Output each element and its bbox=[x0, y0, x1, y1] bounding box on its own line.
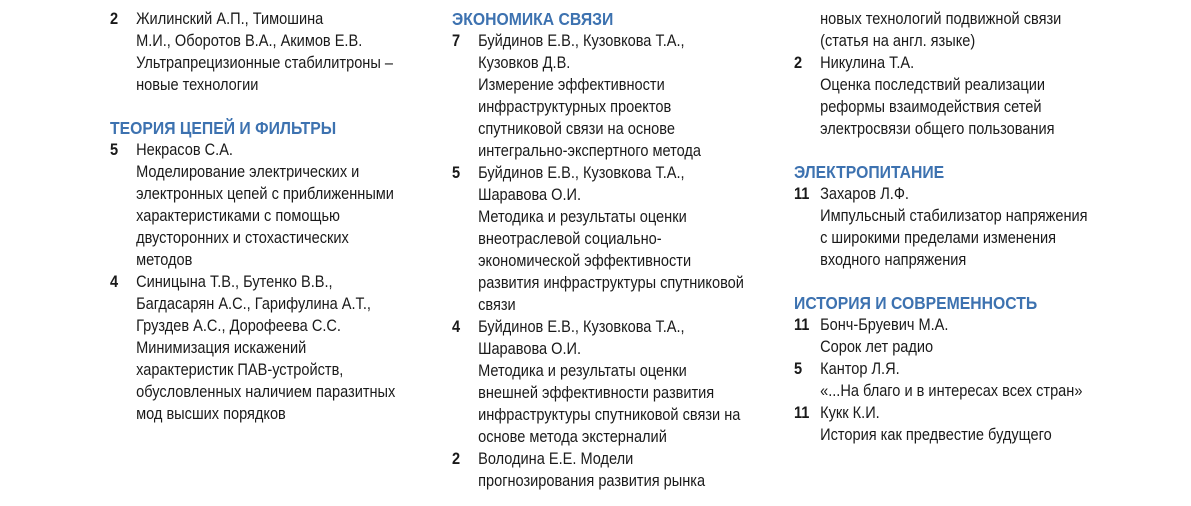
entry-authors: Жилинский А.П., Тимошина bbox=[136, 10, 324, 28]
entry-title: интегрально-экспертного метода bbox=[478, 142, 702, 160]
entry-body bbox=[136, 139, 395, 271]
entry-title: двусторонних и стохастических bbox=[136, 229, 349, 247]
entry-title: Сорок лет радио bbox=[820, 338, 934, 356]
entry-body bbox=[478, 30, 744, 162]
entry-title: характеристиками с помощью bbox=[136, 207, 340, 225]
entry-title: Импульсный стабилизатор напряжения bbox=[820, 207, 1088, 225]
entry-title: История как предвестие будущего bbox=[820, 426, 1052, 444]
issue-number: 2 bbox=[794, 54, 803, 72]
entry-authors: Груздев А.С., Дорофеева С.С. bbox=[136, 317, 341, 335]
entry-authors: Шаравова О.И. bbox=[478, 186, 582, 204]
entry-title: мод высших порядков bbox=[136, 405, 286, 423]
entry-authors: Шаравова О.И. bbox=[478, 340, 582, 358]
entry-title: спутниковой связи на основе bbox=[478, 120, 675, 138]
entry-title: «...На благо и в интересах всех стран» bbox=[820, 382, 1083, 400]
entry-title: электронных цепей с приближенными bbox=[136, 185, 394, 203]
toc-entry[interactable] bbox=[794, 402, 1088, 446]
issue-number: 4 bbox=[110, 273, 119, 291]
entry-title: инфраструктуры спутниковой связи на bbox=[478, 406, 741, 424]
toc-entry[interactable] bbox=[452, 162, 744, 316]
entry-title: Ультрапрецизионные стабилитроны – bbox=[136, 54, 393, 72]
entry-title: экономической эффективности bbox=[478, 252, 692, 270]
entry-authors: Кантор Л.Я. bbox=[820, 360, 900, 378]
entry-authors: Володина Е.Е. Модели bbox=[478, 450, 634, 468]
entry-authors: Кузовков Д.В. bbox=[478, 54, 571, 72]
entry-title: Измерение эффективности bbox=[478, 76, 665, 94]
toc-entry[interactable] bbox=[452, 30, 744, 162]
entry-body bbox=[820, 402, 1087, 446]
entry-authors: Багдасарян А.С., Гарифулина А.Т., bbox=[136, 295, 371, 313]
entry-body bbox=[478, 162, 744, 316]
entry-body bbox=[478, 448, 744, 492]
entry-title: методов bbox=[136, 251, 193, 269]
issue-number: 4 bbox=[452, 318, 461, 336]
entry-title: Моделирование электрических и bbox=[136, 163, 360, 181]
entry-authors: Некрасов С.А. bbox=[136, 141, 233, 159]
entry-title: Минимизация искажений bbox=[136, 339, 307, 357]
entry-body bbox=[820, 314, 1087, 358]
toc-entry[interactable] bbox=[794, 358, 1088, 402]
entry-title: внеотраслевой социально- bbox=[478, 230, 662, 248]
toc-column-1 bbox=[110, 8, 395, 425]
toc-column-2 bbox=[452, 8, 744, 492]
entry-title: внешней эффективности развития bbox=[478, 384, 715, 402]
issue-number: 2 bbox=[110, 10, 119, 28]
toc-column-3 bbox=[794, 8, 1088, 446]
section-heading: ЭКОНОМИКА СВЯЗИ bbox=[452, 9, 614, 29]
issue-number: 7 bbox=[452, 32, 461, 50]
entry-title: электросвязи общего пользования bbox=[820, 120, 1055, 138]
toc-entry[interactable] bbox=[794, 183, 1088, 271]
entry-title: инфраструктурных проектов bbox=[478, 98, 672, 116]
entry-authors: Бонч-Бруевич М.А. bbox=[820, 316, 949, 334]
entry-authors: Синицына Т.В., Бутенко В.В., bbox=[136, 273, 333, 291]
entry-authors: Захаров Л.Ф. bbox=[820, 185, 909, 203]
entry-title: развития инфраструктуры спутниковой bbox=[478, 274, 744, 292]
toc-entry[interactable] bbox=[110, 139, 395, 271]
entry-title: основе метода экстерналий bbox=[478, 428, 667, 446]
issue-number: 5 bbox=[794, 360, 803, 378]
entry-authors: Буйдинов Е.В., Кузовкова Т.А., bbox=[478, 318, 685, 336]
entry-title: Методика и результаты оценки bbox=[478, 208, 687, 226]
issue-number: 11 bbox=[794, 316, 810, 334]
entry-authors: Буйдинов Е.В., Кузовкова Т.А., bbox=[478, 164, 685, 182]
entry-body bbox=[820, 358, 1087, 402]
entry-title: связи bbox=[478, 296, 516, 314]
entry-authors: Никулина Т.А. bbox=[820, 54, 915, 72]
entry-title: обусловленных наличием паразитных bbox=[136, 383, 396, 401]
toc-entry[interactable] bbox=[452, 448, 744, 492]
toc-entry[interactable] bbox=[794, 52, 1088, 140]
entry-title: реформы взаимодействия сетей bbox=[820, 98, 1042, 116]
entry-body bbox=[820, 183, 1087, 271]
entry-body bbox=[136, 271, 395, 425]
toc-entry[interactable] bbox=[110, 271, 395, 425]
entry-title: входного напряжения bbox=[820, 251, 967, 269]
toc-entry[interactable] bbox=[794, 314, 1088, 358]
entry-title: с широкими пределами изменения bbox=[820, 229, 1057, 247]
section-heading: ЭЛЕКТРОПИТАНИЕ bbox=[794, 162, 945, 182]
section-heading: ИСТОРИЯ И СОВРЕМЕННОСТЬ bbox=[794, 293, 1038, 313]
entry-title: новых технологий подвижной связи bbox=[820, 10, 1062, 28]
entry-authors: М.И., Оборотов В.А., Акимов Е.В. bbox=[136, 32, 363, 50]
entry-body bbox=[820, 52, 1087, 140]
issue-number: 11 bbox=[794, 404, 810, 422]
issue-number: 5 bbox=[452, 164, 461, 182]
entry-title: (статья на англ. языке) bbox=[820, 32, 976, 50]
toc-entry[interactable] bbox=[452, 316, 744, 448]
entry-authors: Кукк К.И. bbox=[820, 404, 880, 422]
entry-title: Методика и результаты оценки bbox=[478, 362, 687, 380]
section-heading: ТЕОРИЯ ЦЕПЕЙ И ФИЛЬТРЫ bbox=[110, 118, 337, 138]
issue-number: 2 bbox=[452, 450, 461, 468]
entry-authors: Буйдинов Е.В., Кузовкова Т.А., bbox=[478, 32, 685, 50]
entry-title: характеристик ПАВ-устройств, bbox=[136, 361, 344, 379]
issue-number: 5 bbox=[110, 141, 119, 159]
entry-title: Оценка последствий реализации bbox=[820, 76, 1046, 94]
entry-continuation bbox=[794, 8, 1088, 52]
entry-body bbox=[136, 8, 395, 96]
entry-title: новые технологии bbox=[136, 76, 259, 94]
issue-number: 11 bbox=[794, 185, 810, 203]
entry-title: прогнозирования развития рынка bbox=[478, 472, 706, 490]
entry-body bbox=[478, 316, 744, 448]
toc-entry[interactable] bbox=[110, 8, 395, 96]
